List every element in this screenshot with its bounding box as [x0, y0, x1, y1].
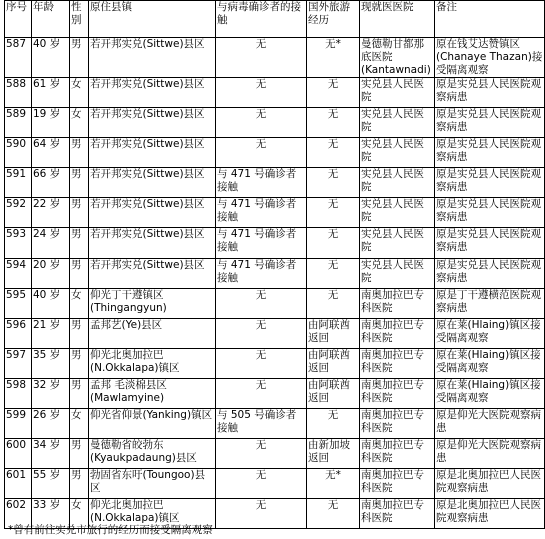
table-row — [5, 288, 545, 318]
table-cell: 无 — [307, 499, 360, 529]
table-cell: 南奥加拉巴专科医院 — [360, 409, 435, 439]
table-cell: 原是仰光大医院观察病患 — [435, 439, 545, 469]
table-cell: 594 — [5, 258, 32, 288]
table-cell: 男 — [70, 38, 89, 78]
table-cell: 孟邦艺(Ye)县区 — [89, 318, 216, 348]
header-cell: 性别 — [70, 1, 89, 38]
table-cell: 原是实兑县人民医院观察病患 — [435, 108, 545, 138]
table-cell: 598 — [5, 378, 32, 408]
table-cell: 19 岁 — [32, 108, 70, 138]
table-cell: 实兑县人民医院 — [360, 168, 435, 198]
table-cell: 589 — [5, 108, 32, 138]
table-cell: 原是实兑县人民医院观察病患 — [435, 198, 545, 228]
table-cell: 男 — [70, 469, 89, 499]
table-cell: 597 — [5, 348, 32, 378]
table-cell: 男 — [70, 168, 89, 198]
table-cell: 南奥加拉巴专科医院 — [360, 378, 435, 408]
table-cell: 实兑县人民医院 — [360, 138, 435, 168]
table-cell: 女 — [70, 499, 89, 529]
table-cell: 无 — [307, 409, 360, 439]
table-cell: 实兑县人民医院 — [360, 258, 435, 288]
table-cell: 无 — [216, 439, 307, 469]
footnote: *曾有前往实兑市旅行的经历而接受隔离观察 — [8, 524, 213, 536]
table-row — [5, 138, 545, 168]
header-cell: 国外旅游经历 — [307, 1, 360, 38]
table-header-row — [5, 1, 545, 38]
table-cell: 原是实兑县人民医院观察病患 — [435, 138, 545, 168]
table-row — [5, 378, 545, 408]
table-cell: 原是实兑县人民医院观察病患 — [435, 168, 545, 198]
table-cell: 男 — [70, 198, 89, 228]
table-row — [5, 78, 545, 108]
header-cell: 现就医医院 — [360, 1, 435, 38]
table-cell: 曼德勒省皎勃东(Kyaukpadaung)县区 — [89, 439, 216, 469]
table-cell: 女 — [70, 108, 89, 138]
table-cell: 若开邦实兑(Sittwe)县区 — [89, 198, 216, 228]
table-cell: 由阿联酋返回 — [307, 318, 360, 348]
table-cell: 若开邦实兑(Sittwe)县区 — [89, 108, 216, 138]
table-cell: 无 — [216, 138, 307, 168]
table-cell: 实兑县人民医院 — [360, 228, 435, 258]
table-cell: 勃固省东吁(Toungoo)县区 — [89, 469, 216, 499]
table-cell: 与 505 号确诊者接触 — [216, 409, 307, 439]
table-cell: 66 岁 — [32, 168, 70, 198]
table-cell: 33 岁 — [32, 499, 70, 529]
table-cell: 原是实兑县人民医院观察病患 — [435, 228, 545, 258]
table-row — [5, 108, 545, 138]
table-row — [5, 409, 545, 439]
table-cell: 20 岁 — [32, 258, 70, 288]
table-cell: 由阿联酋返回 — [307, 378, 360, 408]
table-cell: 若开邦实兑(Sittwe)县区 — [89, 38, 216, 78]
table-row — [5, 198, 545, 228]
table-cell: 原是实兑县人民医院观察病患 — [435, 258, 545, 288]
table-cell: 实兑县人民医院 — [360, 108, 435, 138]
table-cell: 595 — [5, 288, 32, 318]
table-cell: 64 岁 — [32, 138, 70, 168]
table-cell: 男 — [70, 228, 89, 258]
table-cell: 原在钱艾达赞镇区(Chanaye Thazan)接受隔离观察 — [435, 38, 545, 78]
table-cell: 原是北奥加拉巴人民医院观察病患 — [435, 499, 545, 529]
table-cell: 若开邦实兑(Sittwe)县区 — [89, 78, 216, 108]
table-cell: 无 — [307, 288, 360, 318]
table-cell: 南奥加拉巴专科医院 — [360, 318, 435, 348]
table-cell: 35 岁 — [32, 348, 70, 378]
cases-table — [4, 0, 545, 529]
table-cell: 40 岁 — [32, 38, 70, 78]
table-cell: 由新加坡返回 — [307, 439, 360, 469]
table-row — [5, 439, 545, 469]
table-cell: 仰光省仰景(Yanking)镇区 — [89, 409, 216, 439]
table-cell: 与 471 号确诊者接触 — [216, 168, 307, 198]
table-cell: 女 — [70, 409, 89, 439]
table-cell: 仰光北奥加拉巴(N.Okkalapa)镇区 — [89, 499, 216, 529]
table-cell: 女 — [70, 78, 89, 108]
table-cell: 南奥加拉巴专科医院 — [360, 499, 435, 529]
table-cell: 24 岁 — [32, 228, 70, 258]
table-cell: 588 — [5, 78, 32, 108]
table-cell: 61 岁 — [32, 78, 70, 108]
table-cell: 32 岁 — [32, 378, 70, 408]
table-body — [5, 38, 545, 529]
table-cell: 无 — [307, 78, 360, 108]
header-cell: 备注 — [435, 1, 545, 38]
table-cell: 无 — [216, 288, 307, 318]
table-row — [5, 258, 545, 288]
table-cell: 原在莱(Hlaing)镇区接受隔离观察 — [435, 348, 545, 378]
table-cell: 实兑县人民医院 — [360, 78, 435, 108]
table-cell: 无 — [216, 378, 307, 408]
table-cell: 仰光北奥加拉巴(N.Okkalapa)镇区 — [89, 348, 216, 378]
table-cell: 男 — [70, 318, 89, 348]
table-cell: 无 — [216, 78, 307, 108]
table-cell: 602 — [5, 499, 32, 529]
table-cell: 22 岁 — [32, 198, 70, 228]
table-cell: 无 — [307, 198, 360, 228]
table-row — [5, 38, 545, 78]
table-cell: 无 — [307, 168, 360, 198]
table-cell: 无 — [216, 318, 307, 348]
table-row — [5, 318, 545, 348]
table-cell: 无* — [307, 469, 360, 499]
table-cell: 若开邦实兑(Sittwe)县区 — [89, 138, 216, 168]
table-row — [5, 168, 545, 198]
table-cell: 男 — [70, 439, 89, 469]
table-cell: 21 岁 — [32, 318, 70, 348]
table-cell: 590 — [5, 138, 32, 168]
table-cell: 曼德勒甘都那底医院(Kantawnadi) — [360, 38, 435, 78]
table-cell: 599 — [5, 409, 32, 439]
table-cell: 孟邦 毛淡棉县区(Mawlamyine) — [89, 378, 216, 408]
table-cell: 55 岁 — [32, 469, 70, 499]
table-cell: 与 471 号确诊者接触 — [216, 228, 307, 258]
table-cell: 无 — [216, 108, 307, 138]
table-cell: 34 岁 — [32, 439, 70, 469]
table-cell: 无 — [216, 38, 307, 78]
table-cell: 无 — [307, 228, 360, 258]
table-cell: 与 471 号确诊者接触 — [216, 198, 307, 228]
table-cell: 无 — [216, 499, 307, 529]
table-row — [5, 348, 545, 378]
table-cell: 原在莱(Hlaing)镇区接受隔离观察 — [435, 378, 545, 408]
table-cell: 实兑县人民医院 — [360, 198, 435, 228]
table-row — [5, 228, 545, 258]
table-cell: 南奥加拉巴专科医院 — [360, 469, 435, 499]
table-cell: 596 — [5, 318, 32, 348]
table-cell: 男 — [70, 348, 89, 378]
table-cell: 由阿联酋返回 — [307, 348, 360, 378]
table-cell: 40 岁 — [32, 288, 70, 318]
table-cell: 无 — [216, 469, 307, 499]
table-cell: 591 — [5, 168, 32, 198]
table-cell: 若开邦实兑(Sittwe)县区 — [89, 168, 216, 198]
table-cell: 女 — [70, 288, 89, 318]
header-cell: 序号 — [5, 1, 32, 38]
table-cell: 与 471 号确诊者接触 — [216, 258, 307, 288]
table-cell: 男 — [70, 258, 89, 288]
table-cell: 601 — [5, 469, 32, 499]
table-cell: 原是实兑县人民医院观察病患 — [435, 78, 545, 108]
header-cell: 年龄 — [32, 1, 70, 38]
table-cell: 男 — [70, 378, 89, 408]
table-cell: 若开邦实兑(Sittwe)县区 — [89, 258, 216, 288]
table-cell: 原在莱(Hlaing)镇区接受隔离观察 — [435, 318, 545, 348]
table-row — [5, 469, 545, 499]
table-cell: 仰光丁干遵镇区(Thingangyun) — [89, 288, 216, 318]
table-cell: 无* — [307, 38, 360, 78]
table-cell: 南奥加拉巴专科医院 — [360, 439, 435, 469]
table-cell: 593 — [5, 228, 32, 258]
table-cell: 587 — [5, 38, 32, 78]
table-cell: 原是丁干遵横范医院观察病患 — [435, 288, 545, 318]
table-cell: 若开邦实兑(Sittwe)县区 — [89, 228, 216, 258]
table-cell: 无 — [216, 348, 307, 378]
table-cell: 南奥加拉巴专科医院 — [360, 348, 435, 378]
table-cell: 无 — [307, 138, 360, 168]
table-cell: 26 岁 — [32, 409, 70, 439]
table-cell: 男 — [70, 138, 89, 168]
table-cell: 592 — [5, 198, 32, 228]
header-cell: 原住县镇 — [89, 1, 216, 38]
table-cell: 无 — [307, 108, 360, 138]
table-cell: 南奥加拉巴专科医院 — [360, 288, 435, 318]
table-cell: 600 — [5, 439, 32, 469]
header-cell: 与病毒确诊者的接触 — [216, 1, 307, 38]
table-cell: 无 — [307, 258, 360, 288]
table-cell: 原是北奥加拉巴人民医院观察病患 — [435, 469, 545, 499]
table-cell: 原是仰光大医院观察病患 — [435, 409, 545, 439]
